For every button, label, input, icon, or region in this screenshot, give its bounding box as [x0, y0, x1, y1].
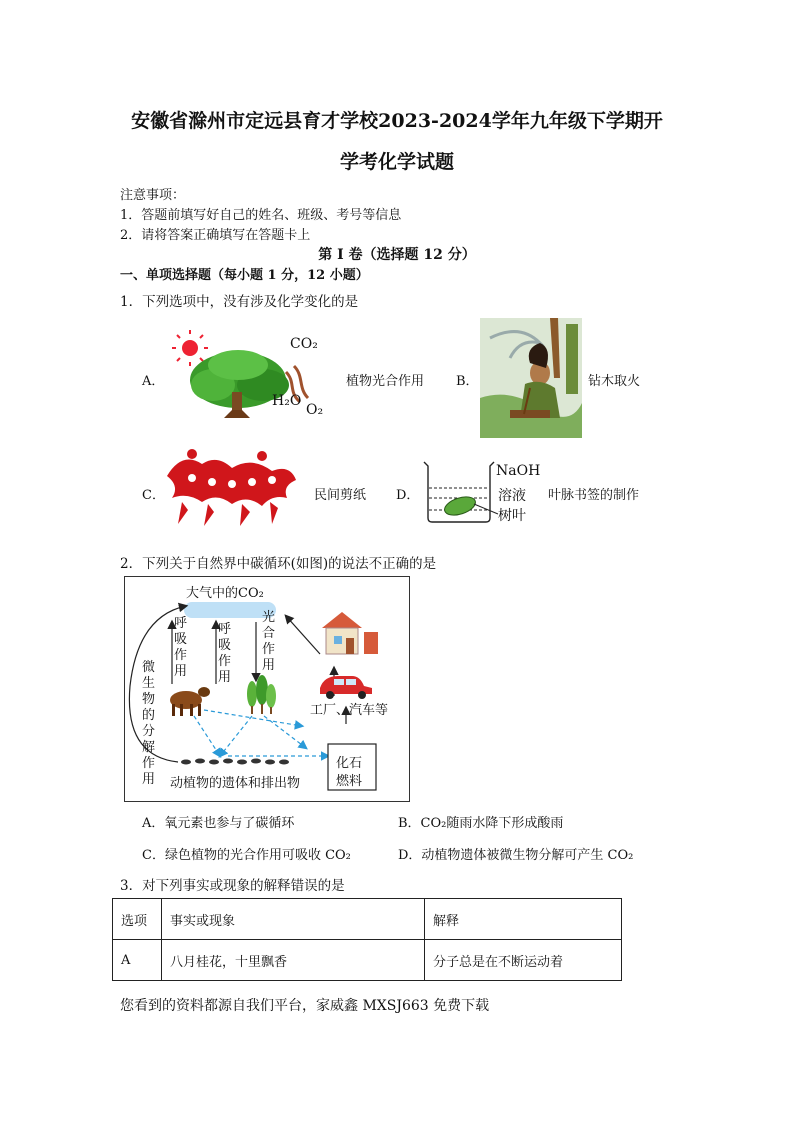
drilling-wood-fire-illustration [480, 318, 582, 438]
notice-heading: 注意事项： [120, 188, 186, 203]
section-heading: 一、单项选择题（每小题 1 分，12 小题） [120, 268, 369, 283]
q1-option-a-text: 植物光合作用 [346, 374, 425, 389]
q1-option-b-letter: B． [456, 374, 479, 389]
car-icon [320, 676, 372, 699]
factory-car-label: 工厂、汽车等 [310, 703, 389, 718]
respiration-label-1: 呼吸作用 [174, 616, 188, 679]
q3-table [112, 898, 622, 981]
leaf-label: 树叶 [498, 508, 526, 524]
q1-option-d-text: 叶脉书签的制作 [548, 488, 640, 503]
notice-item: 1．答题前填写好自己的姓名、班级、考号等信息 [120, 208, 402, 223]
fossil-label-1: 化石 [336, 756, 363, 771]
co2-label: CO₂ [290, 336, 318, 352]
microbial-decomposition-label: 微生物的分解作用 [142, 660, 156, 787]
q1-option-b-text: 钻木取火 [588, 374, 641, 389]
q2-option-c: C．绿色植物的光合作用可吸收 CO₂ [142, 848, 351, 863]
table-header-cell: 事实或现象 [162, 899, 425, 940]
footer-notice: 您看到的资料都源自我们平台，家威鑫 MXSJ663 免费下载 [120, 998, 490, 1014]
table-cell: 八月桂花，十里飘香 [162, 940, 425, 981]
remains-piles [181, 759, 289, 765]
table-header-row [113, 899, 622, 940]
table-header-cell: 选项 [113, 899, 162, 940]
sun-icon [172, 330, 208, 366]
photosynthesis-label: 光合作用 [262, 610, 276, 673]
question-2-stem: 2．下列关于自然界中碳循环(如图)的说法不正确的是 [120, 556, 437, 572]
question-1-stem: 1．下列选项中，没有涉及化学变化的是 [120, 294, 359, 310]
atmosphere-co2-label: 大气中的CO₂ [186, 586, 264, 601]
solution-label: 溶液 [498, 488, 526, 504]
naoh-label: NaOH [496, 463, 541, 479]
house-icon [322, 612, 378, 654]
q1-option-c-text: 民间剪纸 [314, 488, 367, 503]
q2-option-b: B．CO₂随雨水降下形成酸雨 [398, 816, 564, 831]
respiration-label-2: 呼吸作用 [218, 622, 232, 685]
leaf-icon [442, 493, 477, 518]
table-cell: A [113, 940, 162, 981]
beaker-naoh-leaf-illustration [420, 458, 500, 524]
q1-option-c-letter: C． [142, 488, 165, 503]
volume-heading: 第 I 卷（选择题 12 分） [318, 247, 476, 263]
q1-option-a-letter: A． [142, 374, 165, 389]
h2o-label: H₂O [272, 393, 302, 409]
remains-label: 动植物的遗体和排出物 [170, 776, 301, 791]
table-header-cell: 解释 [425, 899, 622, 940]
trees-icon [247, 675, 276, 714]
o2-label: O₂ [306, 402, 324, 418]
q1-option-d-letter: D． [396, 488, 420, 503]
question-3-stem: 3．对下列事实或现象的解释错误的是 [120, 878, 345, 894]
q2-option-a: A．氧元素也参与了碳循环 [142, 816, 295, 831]
page-title-line-2: 学考化学试题 [339, 151, 454, 173]
notice-item: 2．请将答案正确填写在答题卡上 [120, 228, 311, 243]
table-row [113, 940, 622, 981]
page-title-line-1: 安徽省滁州市定远县育才学校2023-2024学年九年级下学期开 [131, 110, 663, 132]
cow-icon [170, 687, 210, 716]
q2-option-d: D．动植物遗体被微生物分解可产生 CO₂ [398, 848, 634, 863]
fossil-label-2: 燃料 [336, 774, 363, 789]
table-cell: 分子总是在不断运动着 [425, 940, 622, 981]
paper-cut-dragon-illustration [162, 446, 300, 528]
